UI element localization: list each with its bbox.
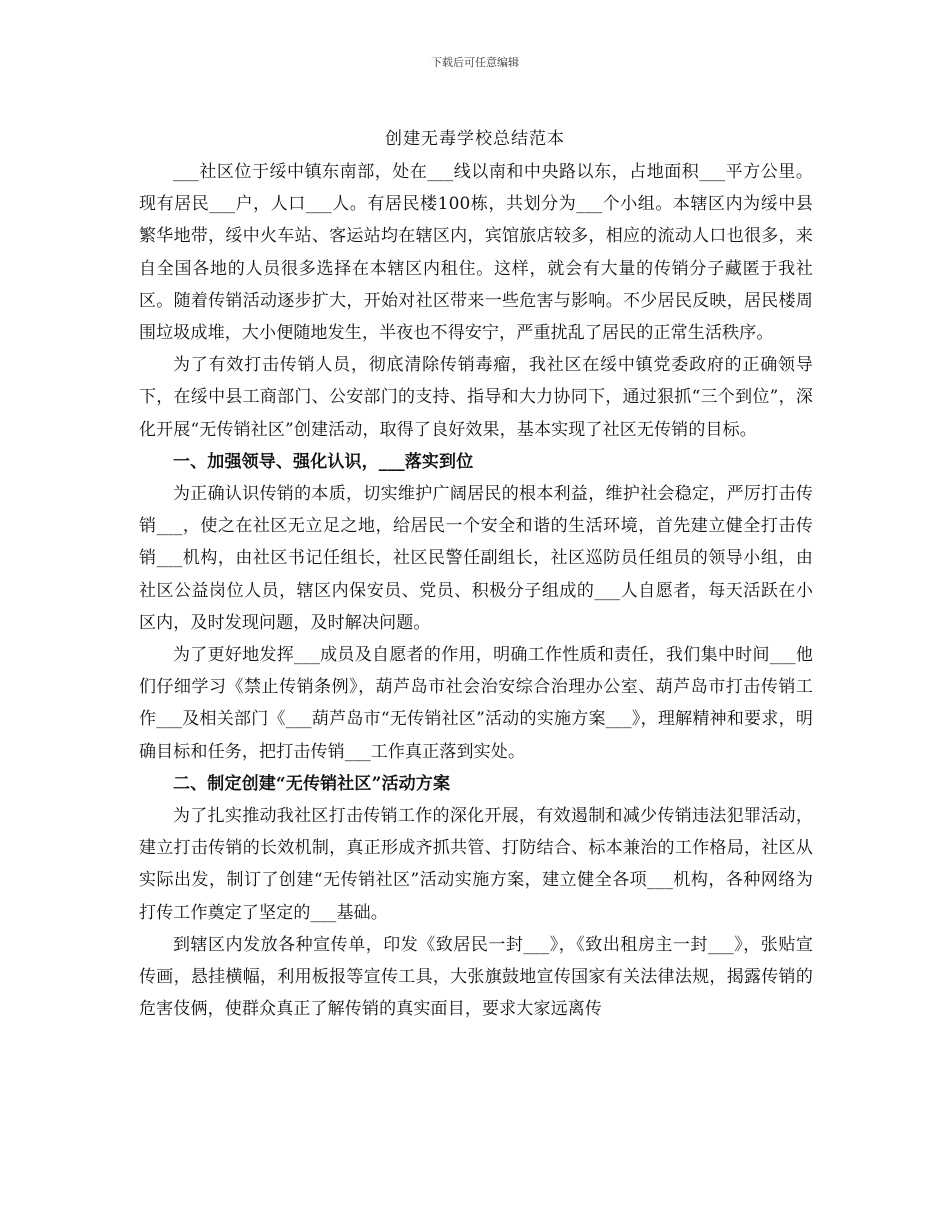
page-header-note: 下载后可任意编辑: [431, 56, 519, 69]
section-heading-2: 二、制定创建“无传销社区”活动方案: [173, 773, 451, 794]
paragraph-intro: ___社区位于绥中镇东南部，处在___线以南和中央路以东，占地面积___平方公里。现有居民___户，人口___人。有居民楼100栋，共划分为___个小组。本辖区内为绥中县繁华地带，绥中火车站、客运站均在辖区内，宾馆旅店较多，相应的流动人口也很多，来自全国各地的人员很多选择在本辖区内租住。这样，就会有大量的传销分子藏匿于我社区。随着传销活动逐步扩大，开始对社区带来一些危害与影响。不少居民反映，居民楼周围垃圾成堆，大小便随地发生，半夜也不得安宁，严重扰乱了居民的正常生活秩序。: [139, 162, 813, 344]
paragraph-plan: 为了扎实推动我社区打击传销工作的深化开展，有效遏制和减少传销违法犯罪活动，建立打击传销的长效机制，真正形成齐抓共管、打防结合、标本兼治的工作格局，社区从实际出发，制订了创建“无传销社区”活动实施方案，建立健全各项___机构，各种网络为打传工作奠定了坚定的___基础。: [139, 806, 813, 923]
paragraph-training: 为了更好地发挥___成员及自愿者的作用，明确工作性质和责任，我们集中时间___他们仔细学习《禁止传销条例》，葫芦岛市社会治安综合治理办公室、葫芦岛市打击传销工作___及相关部门《___葫芦岛市“无传销社区”活动的实施方案___》，理解精神和要求，明确目标和任务，把打击传销___工作真正落到实处。: [139, 645, 813, 762]
document-body: [139, 156, 813, 1025]
paragraph-publicity: 到辖区内发放各种宣传单，印发《致居民一封___》，《致出租房主一封___》，张贴宣传画，悬挂横幅，利用板报等宣传工具，大张旗鼓地宣传国家有关法律法规，揭露传销的危害伎俩，使群众真正了解传销的真实面目，要求大家远离传: [139, 934, 813, 1020]
paragraph-organization: 为正确认识传销的本质，切实维护广阔居民的根本利益，维护社会稳定，严厉打击传销___，使之在社区无立足之地，给居民一个安全和谐的生活环境，首先建立健全打击传销___机构，由社区书记任组长，社区民警任副组长，社区巡防员任组员的领导小组，由社区公益岗位人员，辖区内保安员、党员、积极分子组成的___人自愿者，每天活跃在小区内，及时发现问题，及时解决问题。: [139, 484, 813, 633]
section-heading-1: 一、加强领导、强化认识，___落实到位: [173, 451, 474, 472]
document-title: 创建无毒学校总结范本: [385, 129, 565, 149]
paragraph-goal: 为了有效打击传销人员，彻底清除传销毒瘤，我社区在绥中镇党委政府的正确领导下，在绥中县工商部门、公安部门的支持、指导和大力协同下，通过狠抓“三个到位”，深化开展“无传销社区”创建活动，取得了良好效果，基本实现了社区无传销的目标。: [139, 355, 813, 440]
